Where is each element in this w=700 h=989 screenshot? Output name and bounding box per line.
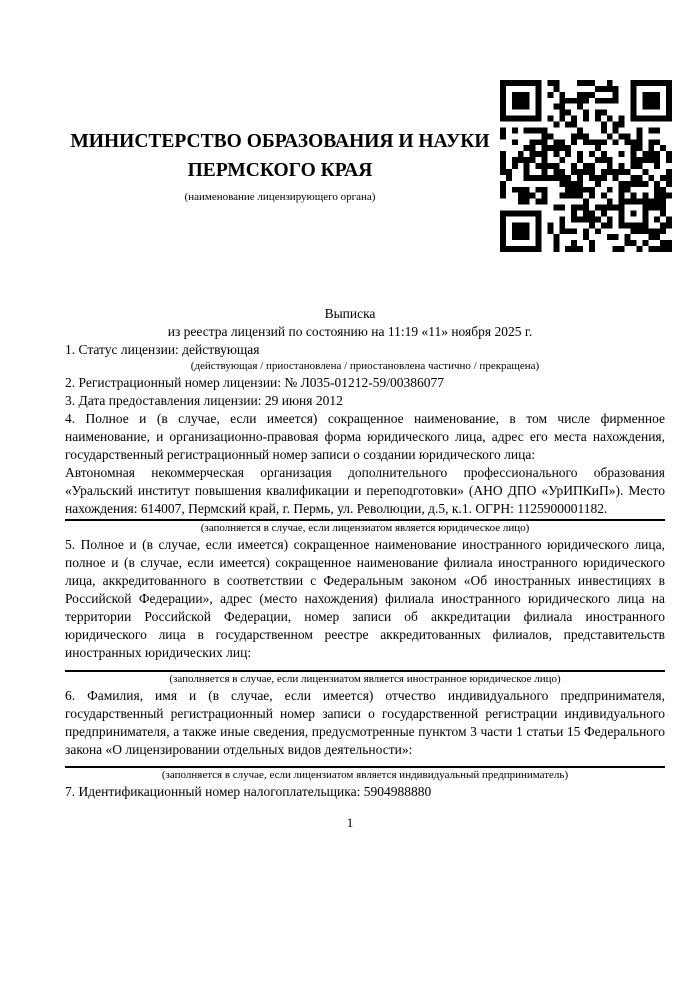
foreign-entity-caption: (заполняется в случае, если лицензиатом является иностранное юридическое лицо)	[169, 673, 561, 685]
field-foreign-entity-question: 5. Полное и (в случае, если имеется) сокращенное наименование иностранного юридического лица, полное и (в случае, если имеется) сокращенное наименование филиала иностранного юридического лица, аккредитованного в соответствии с Федеральным законом «Об иностранных инвестициях в Российской Федерации», адрес (место нахождения) филиала иностранного юридического лица на территории Российской Федерации, номер записи об аккредитации филиала иностранного юридического лица в государственном реестре аккредитованных филиалов, представительств иностранных юридических лиц:	[65, 537, 665, 660]
qr-code-image	[500, 80, 672, 252]
ministry-name-line1: МИНИСТЕРСТВО ОБРАЗОВАНИЯ И НАУКИ	[70, 131, 490, 152]
entrepreneur-caption: (заполняется в случае, если лицензиатом является индивидуальный предприниматель)	[161, 769, 569, 781]
licensing-authority-block	[65, 80, 495, 204]
field-legal-entity-question: 4. Полное и (в случае, если имеется) сокращенное наименование, в том числе фирменное наименование, и организационно-правовая форма юридического лица, адрес его места нахождения, государственный регистрационный номер записи о создании юридического лица:	[65, 411, 665, 462]
document-title	[0, 305, 700, 341]
title-line1: Выписка	[324, 306, 376, 321]
field-taxpayer-number: 7. Идентификационный номер налогоплательщика: 5904988880	[65, 784, 432, 799]
ministry-name-line2: ПЕРМСКОГО КРАЯ	[187, 160, 373, 181]
legal-entity-caption: (заполняется в случае, если лицензиатом является юридическое лицо)	[200, 522, 530, 534]
qr-code	[500, 80, 672, 252]
field-legal-entity-answer: Автономная некоммерческая организация дополнительного профессионального образования «Уральский институт повышения квалификации и переподготовки» (АНО ДПО «УрИПКиП»). Место нахождения: 614007, Пермский край, г. Пермь, ул. Революции, д.5, к.1. ОГРН: 1125900001182.	[65, 465, 665, 516]
license-status-options-caption: (действующая / приостановлена / приостановлена частично / прекращена)	[190, 360, 540, 372]
document-header	[0, 0, 700, 252]
field-registration-number: 2. Регистрационный номер лицензии: № Л035-01212-59/00386077	[65, 375, 445, 390]
ministry-caption: (наименование лицензирующего органа)	[184, 191, 376, 203]
field-license-status: 1. Статус лицензии: действующая	[65, 342, 260, 357]
field-license-grant-date: 3. Дата предоставления лицензии: 29 июня 2012	[65, 393, 343, 408]
document-body	[65, 341, 665, 801]
title-line2: из реестра лицензий по состоянию на 11:19 «11» ноября 2025 г.	[167, 324, 533, 339]
page-number: 1	[346, 815, 354, 830]
field-entrepreneur-question: 6. Фамилия, имя и (в случае, если имеется) отчество индивидуального предпринимателя, государственный регистрационный номер записи о государственной регистрации индивидуального предпринимателя, а также иные сведения, предусмотренные пунктом 3 части 1 статьи 15 Федерального закона «О лицензировании отдельных видов деятельности»:	[65, 688, 665, 757]
